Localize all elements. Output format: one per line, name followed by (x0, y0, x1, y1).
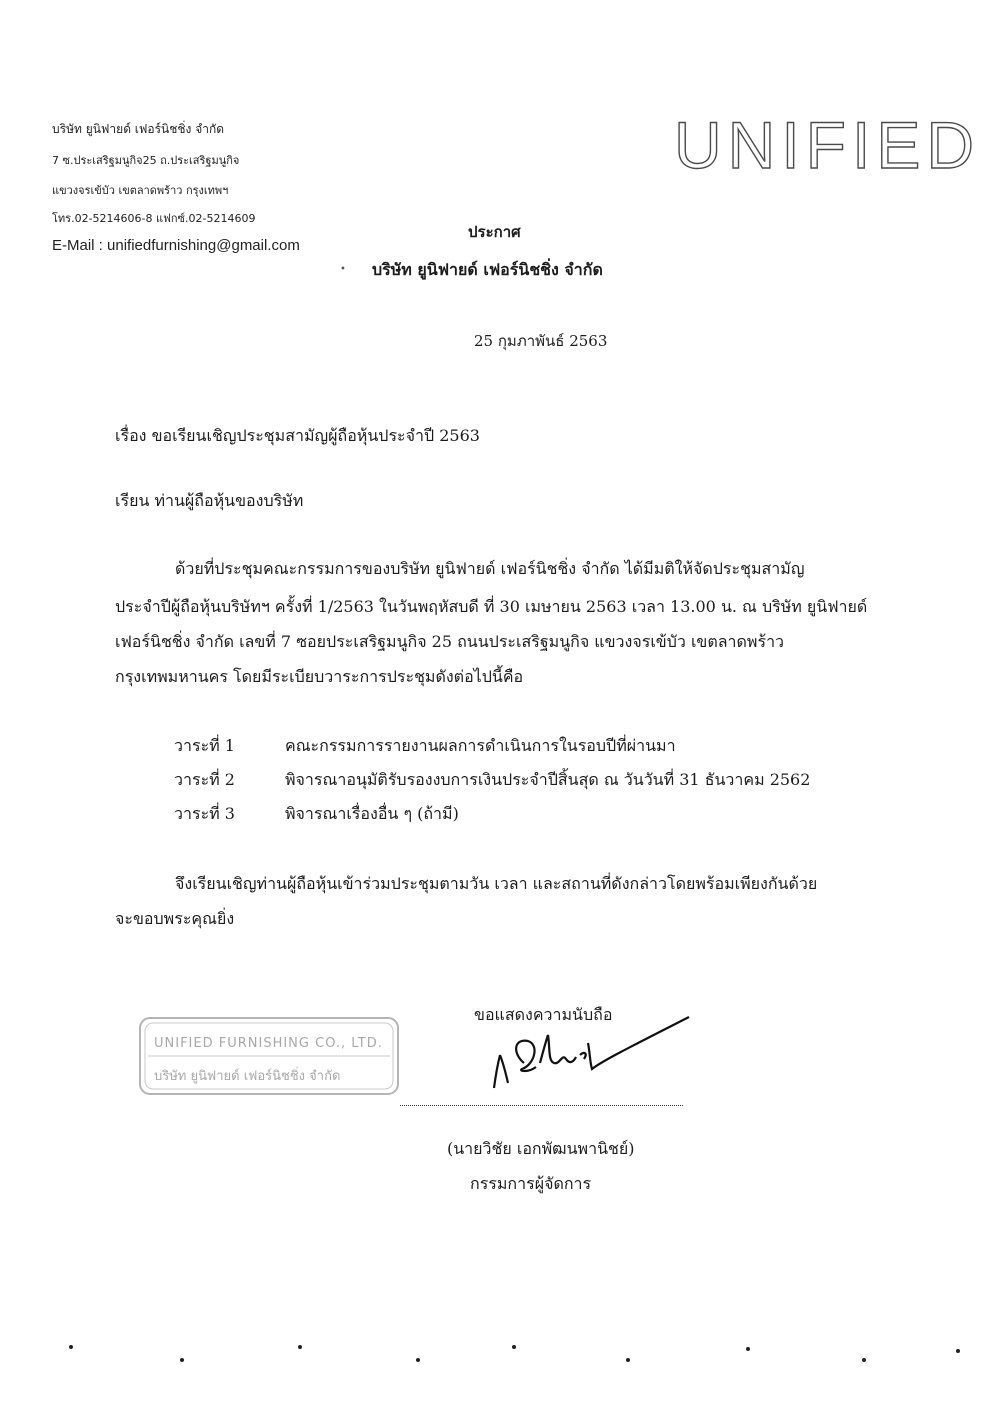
agenda-number: วาระที่ 3 (174, 804, 235, 823)
scan-speck (298, 1345, 302, 1349)
agenda-number: วาระที่ 2 (174, 770, 235, 789)
scan-speck (862, 1358, 866, 1362)
agenda-text: พิจารณาอนุมัติรับรองงบการเงินประจำปีสิ้นสุด ณ วันวันที่ 31 ธันวาคม 2562 (285, 770, 811, 789)
scan-speck (416, 1358, 420, 1362)
body-line-4: กรุงเทพมหานคร โดยมีระเบียบวาระการประชุมดังต่อไปนี้คือ (115, 667, 524, 686)
announcement-title: ประกาศ (468, 223, 521, 241)
body-line-3: เฟอร์นิชชิ่ง จำกัด เลขที่ 7 ซอยประเสริฐมนูกิจ 25 ถนนประเสริฐมนูกิจ แขวงจรเข้บัว เขตลาดพร้าว (115, 632, 785, 651)
subject: เรื่อง ขอเรียนเชิญประชุมสามัญผู้ถือหุ้นประจำปี 2563 (115, 426, 480, 445)
unified-logo (672, 104, 980, 182)
logo-text: UNIFIED (674, 108, 980, 182)
scan-speck (626, 1358, 630, 1362)
signatory-position: กรรมการผู้จัดการ (470, 1174, 592, 1193)
email: E-Mail : unifiedfurnishing@gmail.com (52, 237, 300, 254)
salutation: เรียน ท่านผู้ถือหุ้นของบริษัท (115, 491, 304, 510)
scan-speck (180, 1358, 184, 1362)
address-line-1: 7 ซ.ประเสริฐมนูกิจ25 ถ.ประเสริฐมนูกิจ (52, 154, 240, 167)
address-line-2: แขวงจรเข้บัว เขตลาดพร้าว กรุงเทพฯ (52, 184, 229, 197)
body-line-2: ประจำปีผู้ถือหุ้นบริษัทฯ ครั้งที่ 1/2563 ในวันพฤหัสบดี ที่ 30 เมษายน 2563 เวลา 13.00 น. ณ บริษัท ยูนิฟายด์ (115, 597, 868, 616)
stamp-line-th: บริษัท ยูนิฟายด์ เฟอร์นิชชิ่ง จำกัด (154, 1069, 341, 1084)
company-stamp (138, 1016, 400, 1096)
closing-line-1: จึงเรียนเชิญท่านผู้ถือหุ้นเข้าร่วมประชุมตามวัน เวลา และสถานที่ดังกล่าวโดยพร้อมเพียงกันด้วย (175, 874, 818, 893)
closing-line-2: จะขอบพระคุณยิ่ง (115, 909, 235, 928)
agenda-text: พิจารณาเรื่องอื่น ๆ (ถ้ามี) (285, 804, 459, 823)
scan-speck (512, 1345, 516, 1349)
stamp-line-en: UNIFIED FURNISHING CO., LTD. (154, 1036, 383, 1051)
bullet-mark: • (340, 264, 346, 275)
regards: ขอแสดงความนับถือ (474, 1005, 613, 1024)
body-line-1: ด้วยที่ประชุมคณะกรรมการของบริษัท ยูนิฟายด์ เฟอร์นิชชิ่ง จำกัด ได้มีมติให้จัดประชุมสามัญ (175, 559, 805, 578)
company-name: บริษัท ยูนิฟายด์ เฟอร์นิชชิ่ง จำกัด (52, 122, 225, 136)
signature-line (400, 1105, 683, 1106)
agenda-text: คณะกรรมการรายงานผลการดำเนินการในรอบปีที่ผ่านมา (285, 736, 676, 755)
handwritten-signature (484, 1003, 704, 1098)
agenda-number: วาระที่ 1 (174, 736, 235, 755)
phone-fax: โทร.02-5214606-8 แฟกซ์.02-5214609 (52, 212, 256, 225)
signatory-name: (นายวิชัย เอกพัฒนพานิชย์) (447, 1139, 635, 1158)
announcement-company: บริษัท ยูนิฟายด์ เฟอร์นิชชิ่ง จำกัด (372, 260, 603, 279)
letter-date: 25 กุมภาพันธ์ 2563 (474, 332, 608, 350)
scan-speck (746, 1347, 750, 1351)
scan-speck (69, 1345, 73, 1349)
scan-speck (956, 1349, 960, 1353)
